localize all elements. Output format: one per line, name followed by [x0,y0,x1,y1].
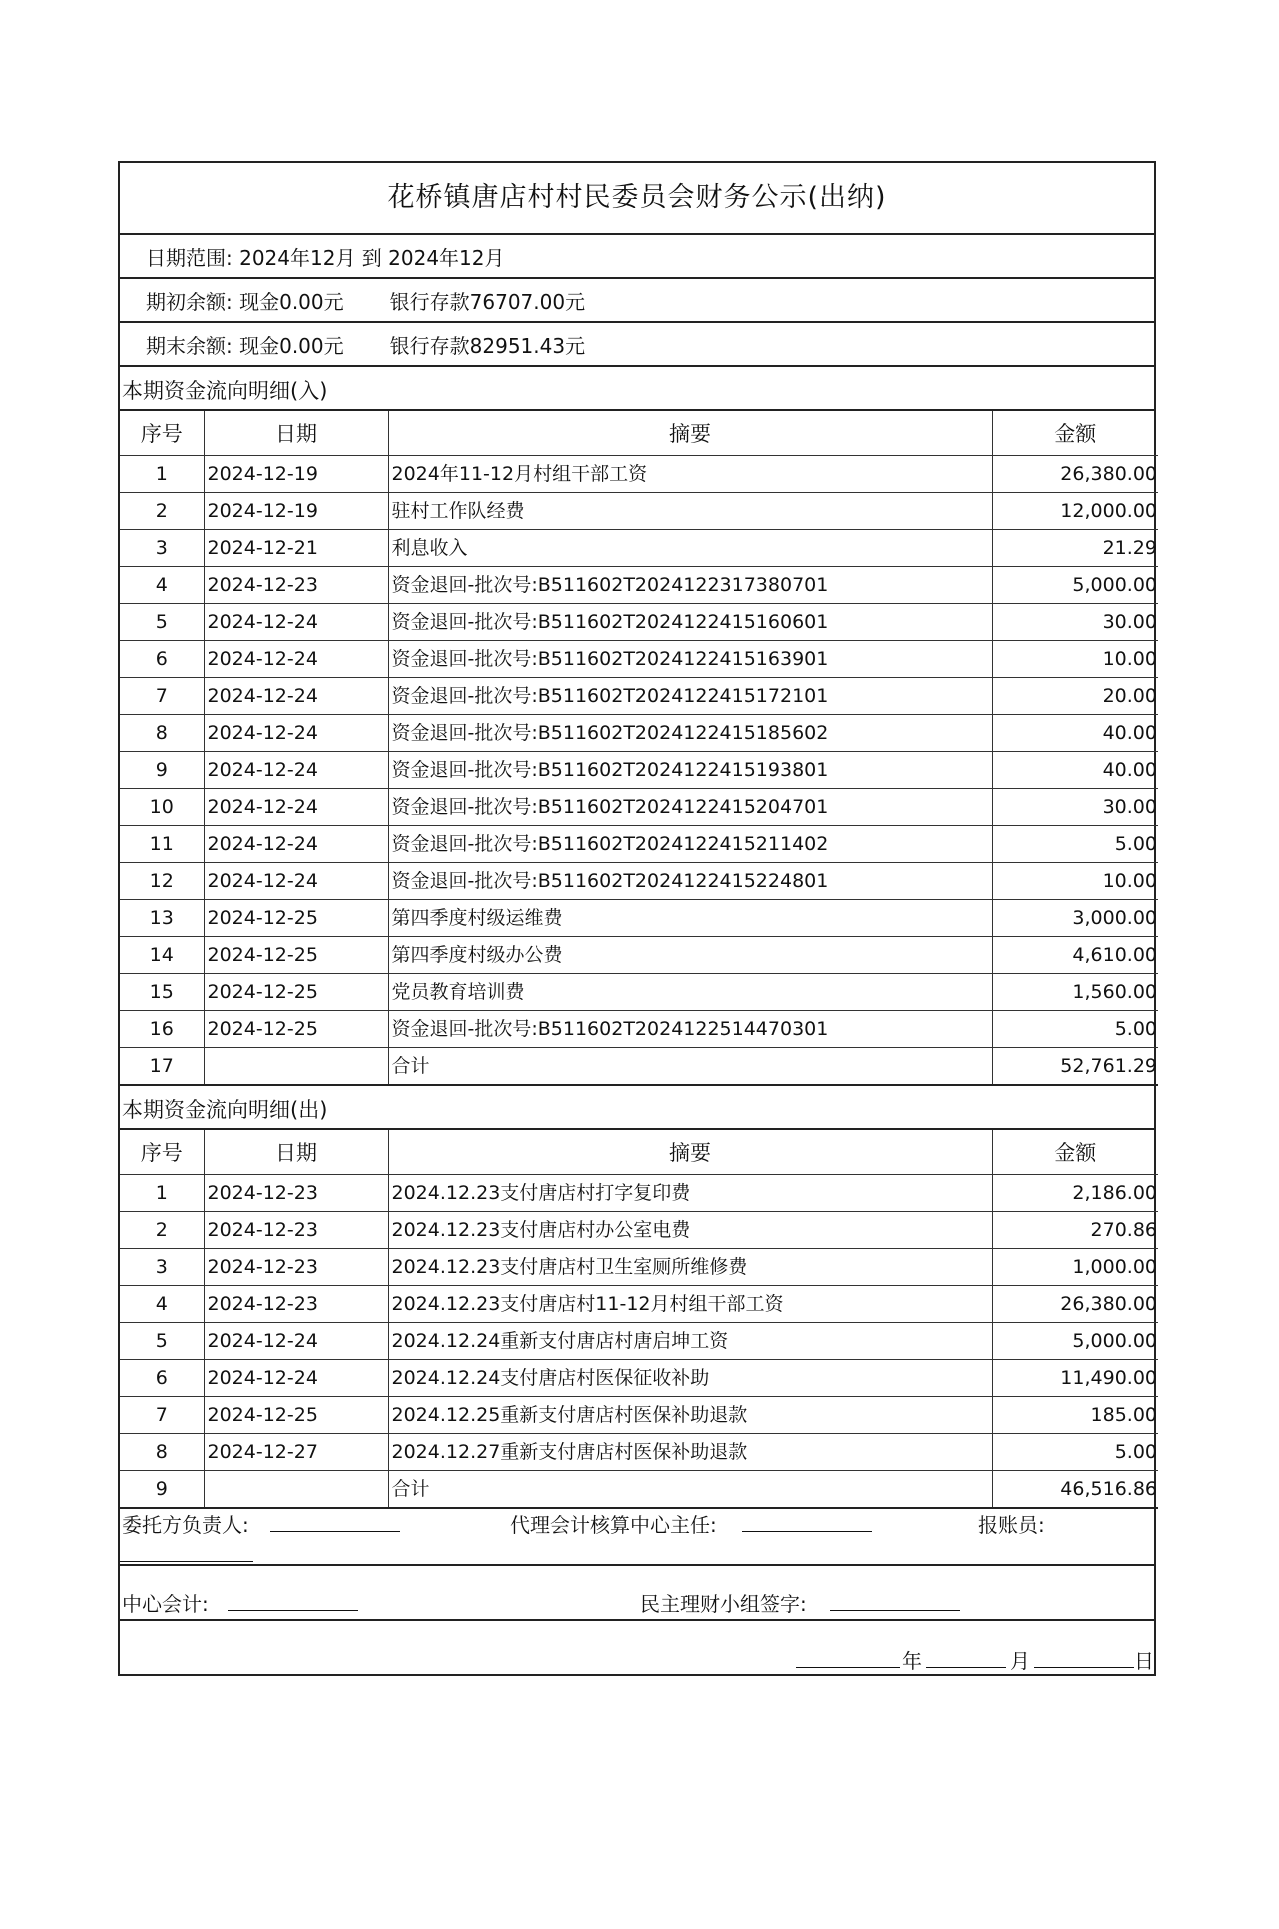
row-summary: 资金退回-批次号:B511602T2024122415160601 [388,604,992,641]
table-row [120,1360,1158,1397]
table-row [120,678,1158,715]
table-row [120,604,1158,641]
table-row [120,1471,1158,1509]
row-no: 4 [120,1286,204,1323]
row-date: 2024-12-24 [204,604,388,641]
row-summary: 资金退回-批次号:B511602T2024122514470301 [388,1011,992,1048]
signature-row-1 [120,1509,1154,1566]
page-title: 花桥镇唐店村村民委员会财务公示(出纳) [120,163,1154,235]
row-no: 7 [120,678,204,715]
row-no: 12 [120,863,204,900]
row-amount: 5.00 [992,826,1158,863]
row-no: 14 [120,937,204,974]
table-row [120,1048,1158,1086]
row-date: 2024-12-24 [204,1360,388,1397]
row-summary: 合计 [388,1048,992,1086]
column-header-amount: 金额 [992,1130,1158,1175]
row-no: 6 [120,641,204,678]
signature-date-row [120,1621,1154,1674]
opening-bank: 银行存款76707.00元 [389,290,586,314]
row-date [204,1048,388,1086]
expense-header-row [120,1130,1158,1175]
table-row [120,715,1158,752]
table-row [120,1434,1158,1471]
reimburser-label: 报账员: [978,1513,1045,1537]
row-date: 2024-12-25 [204,1397,388,1434]
row-no: 10 [120,789,204,826]
row-amount: 40.00 [992,752,1158,789]
income-section-heading: 本期资金流向明细(入) [120,367,1154,411]
row-date: 2024-12-23 [204,1286,388,1323]
row-summary: 第四季度村级办公费 [388,937,992,974]
table-row [120,456,1158,493]
row-date: 2024-12-25 [204,1011,388,1048]
row-no: 5 [120,604,204,641]
row-amount: 2,186.00 [992,1175,1158,1212]
closing-cash: 期末余额: 现金0.00元 [146,334,344,358]
row-amount: 26,380.00 [992,1286,1158,1323]
row-no: 2 [120,1212,204,1249]
row-no: 6 [120,1360,204,1397]
row-no: 2 [120,493,204,530]
row-date: 2024-12-24 [204,641,388,678]
table-row [120,1011,1158,1048]
row-no: 17 [120,1048,204,1086]
column-header-summary: 摘要 [388,1130,992,1175]
income-table [120,411,1158,1086]
row-summary: 资金退回-批次号:B511602T2024122317380701 [388,567,992,604]
row-summary: 2024.12.23支付唐店村打字复印费 [388,1175,992,1212]
row-no: 11 [120,826,204,863]
row-summary: 资金退回-批次号:B511602T2024122415163901 [388,641,992,678]
row-date: 2024-12-24 [204,715,388,752]
closing-balance [120,323,1154,367]
row-date: 2024-12-25 [204,974,388,1011]
finance-group-label: 民主理财小组签字: [640,1592,807,1616]
client-head-label: 委托方负责人: [122,1513,249,1537]
table-row [120,530,1158,567]
table-row [120,493,1158,530]
month-label: 月 [1010,1649,1030,1673]
row-amount: 10.00 [992,641,1158,678]
row-amount: 21.29 [992,530,1158,567]
row-amount: 30.00 [992,789,1158,826]
row-amount: 5.00 [992,1434,1158,1471]
row-date: 2024-12-25 [204,900,388,937]
row-amount: 40.00 [992,715,1158,752]
expense-rows [120,1175,1158,1509]
row-summary: 2024.12.24支付唐店村医保征收补助 [388,1360,992,1397]
row-summary: 资金退回-批次号:B511602T2024122415224801 [388,863,992,900]
row-summary: 2024.12.23支付唐店村11-12月村组干部工资 [388,1286,992,1323]
table-row [120,1286,1158,1323]
table-row [120,1175,1158,1212]
row-summary: 利息收入 [388,530,992,567]
opening-balance [120,279,1154,323]
row-no: 13 [120,900,204,937]
table-row [120,974,1158,1011]
row-summary: 资金退回-批次号:B511602T2024122415204701 [388,789,992,826]
row-summary: 资金退回-批次号:B511602T2024122415185602 [388,715,992,752]
row-date: 2024-12-19 [204,456,388,493]
row-amount: 1,000.00 [992,1249,1158,1286]
row-no: 3 [120,530,204,567]
row-amount: 26,380.00 [992,456,1158,493]
signature-row-2 [120,1566,1154,1621]
year-line [796,1647,900,1668]
table-row [120,826,1158,863]
row-amount: 46,516.86 [992,1471,1158,1509]
row-date: 2024-12-25 [204,937,388,974]
client-head-signature-line [270,1511,400,1532]
date-range: 日期范围: 2024年12月 到 2024年12月 [120,235,1154,279]
row-no: 1 [120,1175,204,1212]
row-amount: 5,000.00 [992,1323,1158,1360]
row-date: 2024-12-27 [204,1434,388,1471]
column-header-no: 序号 [120,1130,204,1175]
expense-table [120,1130,1158,1509]
row-summary: 资金退回-批次号:B511602T2024122415172101 [388,678,992,715]
row-date: 2024-12-24 [204,752,388,789]
table-row [120,900,1158,937]
row-summary: 资金退回-批次号:B511602T2024122415193801 [388,752,992,789]
row-amount: 5,000.00 [992,567,1158,604]
row-no: 9 [120,1471,204,1509]
row-no: 1 [120,456,204,493]
row-amount: 12,000.00 [992,493,1158,530]
row-date: 2024-12-23 [204,1249,388,1286]
row-summary: 资金退回-批次号:B511602T2024122415211402 [388,826,992,863]
table-row [120,567,1158,604]
column-header-summary: 摘要 [388,411,992,456]
row-summary: 党员教育培训费 [388,974,992,1011]
row-amount: 270.86 [992,1212,1158,1249]
row-no: 8 [120,1434,204,1471]
row-summary: 2024.12.25重新支付唐店村医保补助退款 [388,1397,992,1434]
row-summary: 驻村工作队经费 [388,493,992,530]
row-no: 9 [120,752,204,789]
expense-section-heading: 本期资金流向明细(出) [120,1086,1154,1130]
column-header-no: 序号 [120,411,204,456]
row-amount: 4,610.00 [992,937,1158,974]
center-director-signature-line [742,1511,872,1532]
row-date: 2024-12-24 [204,678,388,715]
column-header-date: 日期 [204,411,388,456]
row-no: 7 [120,1397,204,1434]
table-row [120,789,1158,826]
finance-notice-sheet [118,161,1156,1676]
row-date: 2024-12-24 [204,826,388,863]
row-amount: 10.00 [992,863,1158,900]
row-date: 2024-12-21 [204,530,388,567]
row-no: 15 [120,974,204,1011]
table-row [120,1323,1158,1360]
table-row [120,752,1158,789]
row-amount: 52,761.29 [992,1048,1158,1086]
column-header-date: 日期 [204,1130,388,1175]
row-no: 16 [120,1011,204,1048]
finance-group-signature-line [830,1590,960,1611]
row-amount: 30.00 [992,604,1158,641]
table-row [120,1397,1158,1434]
row-date [204,1471,388,1509]
column-header-amount: 金额 [992,411,1158,456]
row-amount: 5.00 [992,1011,1158,1048]
year-label: 年 [902,1649,922,1673]
table-row [120,1212,1158,1249]
row-amount: 185.00 [992,1397,1158,1434]
opening-cash: 期初余额: 现金0.00元 [146,290,344,314]
row-date: 2024-12-24 [204,789,388,826]
row-date: 2024-12-24 [204,1323,388,1360]
row-amount: 3,000.00 [992,900,1158,937]
row-no: 4 [120,567,204,604]
row-no: 3 [120,1249,204,1286]
income-header-row [120,411,1158,456]
center-accountant-label: 中心会计: [122,1592,209,1616]
row-date: 2024-12-23 [204,1175,388,1212]
row-amount: 20.00 [992,678,1158,715]
table-row [120,937,1158,974]
row-summary: 合计 [388,1471,992,1509]
table-row [120,863,1158,900]
row-summary: 2024年11-12月村组干部工资 [388,456,992,493]
row-summary: 2024.12.27重新支付唐店村医保补助退款 [388,1434,992,1471]
row-amount: 11,490.00 [992,1360,1158,1397]
center-accountant-signature-line [228,1590,358,1611]
center-director-label: 代理会计核算中心主任: [510,1513,717,1537]
row-no: 5 [120,1323,204,1360]
reimburser-signature-line [120,1541,253,1562]
table-row [120,641,1158,678]
row-summary: 第四季度村级运维费 [388,900,992,937]
row-date: 2024-12-23 [204,567,388,604]
income-rows [120,456,1158,1086]
day-line [1034,1647,1134,1668]
row-date: 2024-12-19 [204,493,388,530]
row-date: 2024-12-24 [204,863,388,900]
row-no: 8 [120,715,204,752]
row-amount: 1,560.00 [992,974,1158,1011]
month-line [926,1647,1006,1668]
row-summary: 2024.12.24重新支付唐店村唐启坤工资 [388,1323,992,1360]
day-label: 日 [1134,1649,1154,1673]
row-summary: 2024.12.23支付唐店村办公室电费 [388,1212,992,1249]
row-summary: 2024.12.23支付唐店村卫生室厕所维修费 [388,1249,992,1286]
table-row [120,1249,1158,1286]
row-date: 2024-12-23 [204,1212,388,1249]
closing-bank: 银行存款82951.43元 [389,334,586,358]
